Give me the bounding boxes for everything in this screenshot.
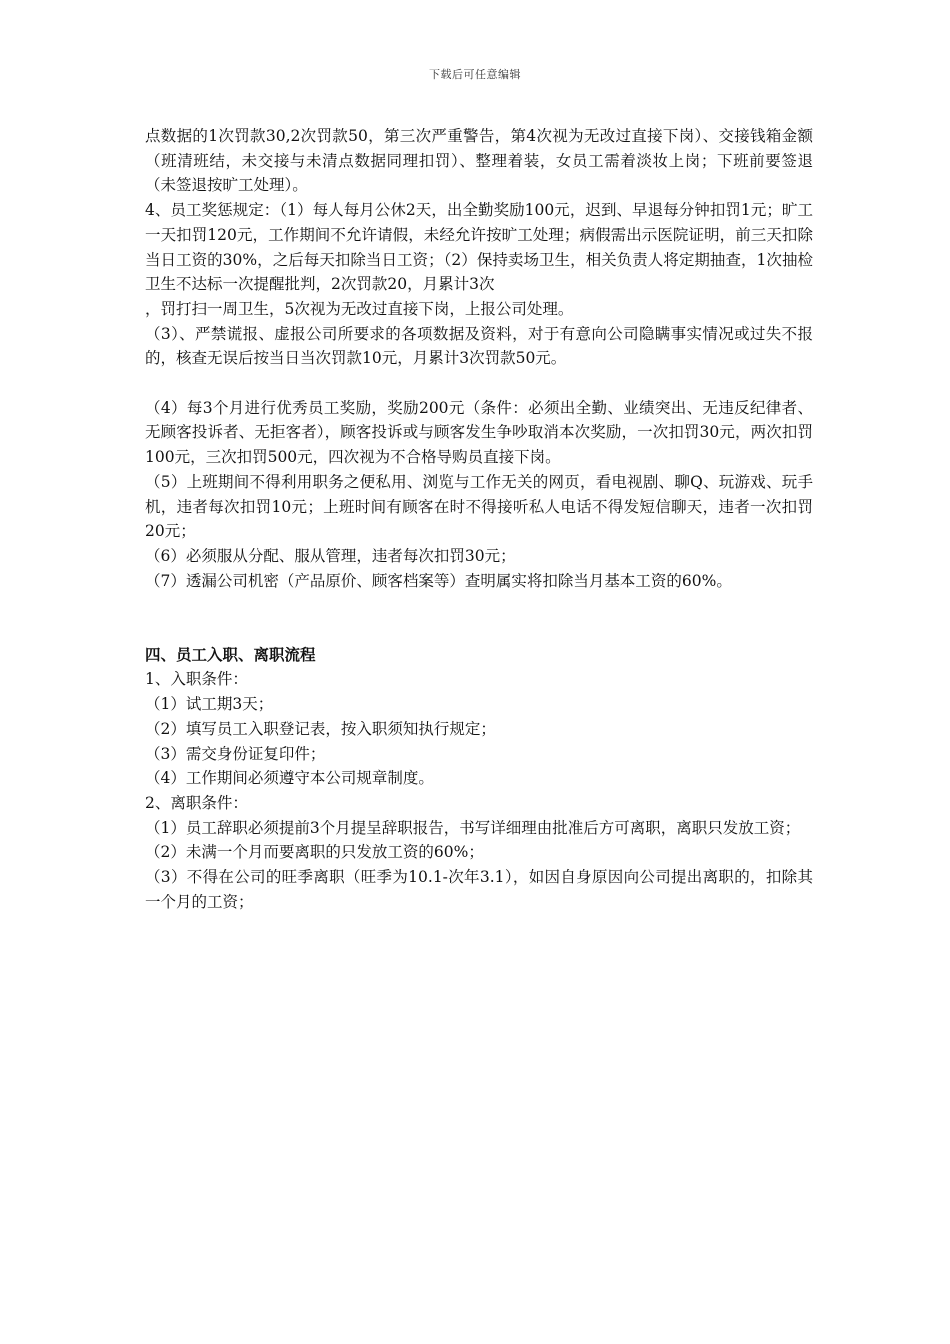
paragraph-quarterly-award: （4）每3个月进行优秀员工奖励，奖励200元（条件：必须出全勤、业绩突出、无违反纪律者、无顾客投诉者、无拒客者），顾客投诉或与顾客发生争吵取消本次奖励，一次扣罚30元，两次扣罚100元，三次扣罚500元，四次视为不合格导购员直接下岗。 [145, 398, 813, 467]
paragraph-onduty-rules: 点数据的1次罚款30,2次罚款50，第三次严重警告，第4次视为无改过直接下岗）、交接钱箱金额（班清班结，未交接与未清点数据同理扣罚）、整理着装，女员工需着淡妆上岗；下班前要签退（未签退按旷工处理）。 [145, 127, 813, 195]
subheading-entry-conditions: 1、入职条件： [145, 670, 248, 689]
list-item: （4）工作期间必须遵守本公司规章制度。 [145, 769, 434, 788]
paragraph-no-false-report: （3）、严禁谎报、虚报公司所要求的各项数据及资料，对于有意向公司隐瞒事实情况或过失不报的，核查无误后按当日当次罚款10元，月累计3次罚款50元。 [145, 324, 813, 368]
document-body [145, 124, 813, 914]
list-item: （1）员工辞职必须提前3个月提呈辞职报告，书写详细理由批准后方可离职，离职只发放工资； [145, 818, 801, 837]
paragraph-hygiene-penalty: ，罚打扫一周卫生，5次视为无改过直接下岗，上报公司处理。 [145, 299, 574, 318]
list-item: （1）试工期3天； [145, 695, 274, 714]
list-item: （3）需交身份证复印件； [145, 744, 326, 763]
list-item: （3）不得在公司的旺季离职（旺季为10.1-次年3.1），如因自身原因向公司提出离职的，扣除其一个月的工资； [145, 868, 813, 911]
subheading-exit-conditions: 2、离职条件： [145, 793, 248, 812]
paragraph-confidentiality: （7）透漏公司机密（产品原价、顾客档案等）查明属实将扣除当月基本工资的60%。 [145, 571, 732, 590]
paragraph-obey-management: （6）必须服从分配、服从管理，违者每次扣罚30元； [145, 546, 516, 565]
list-item: （2）未满一个月而要离职的只发放工资的60%； [145, 843, 484, 862]
page-header: 下载后可任意编辑 [429, 68, 521, 81]
paragraph-rewards-rule-4: 4、员工奖惩规定：（1）每人每月公休2天，出全勤奖励100元，迟到、早退每分钟扣罚1元；旷工一天扣罚120元，工作期间不允许请假，未经允许按旷工处理；病假需出示医院证明，前三天扣除当日工资的30%，之后每天扣除当日工资；（2）保持卖场卫生，相关负责人将定期抽查，1次抽检卫生不达标一次提醒批判，2次罚款20，月累计3次 [145, 201, 813, 294]
spacer [145, 371, 813, 396]
list-item: （2）填写员工入职登记表，按入职须知执行规定； [145, 719, 496, 738]
section-heading-onboarding: 四、员工入职、离职流程 [145, 644, 316, 664]
paragraph-work-conduct: （5）上班期间不得利用职务之便私用、浏览与工作无关的网页，看电视剧、聊Q、玩游戏、玩手机，违者每次扣罚10元；上班时间有顾客在时不得接听私人电话不得发短信聊天，违者一次扣罚20元； [145, 472, 813, 541]
spacer [145, 593, 813, 642]
